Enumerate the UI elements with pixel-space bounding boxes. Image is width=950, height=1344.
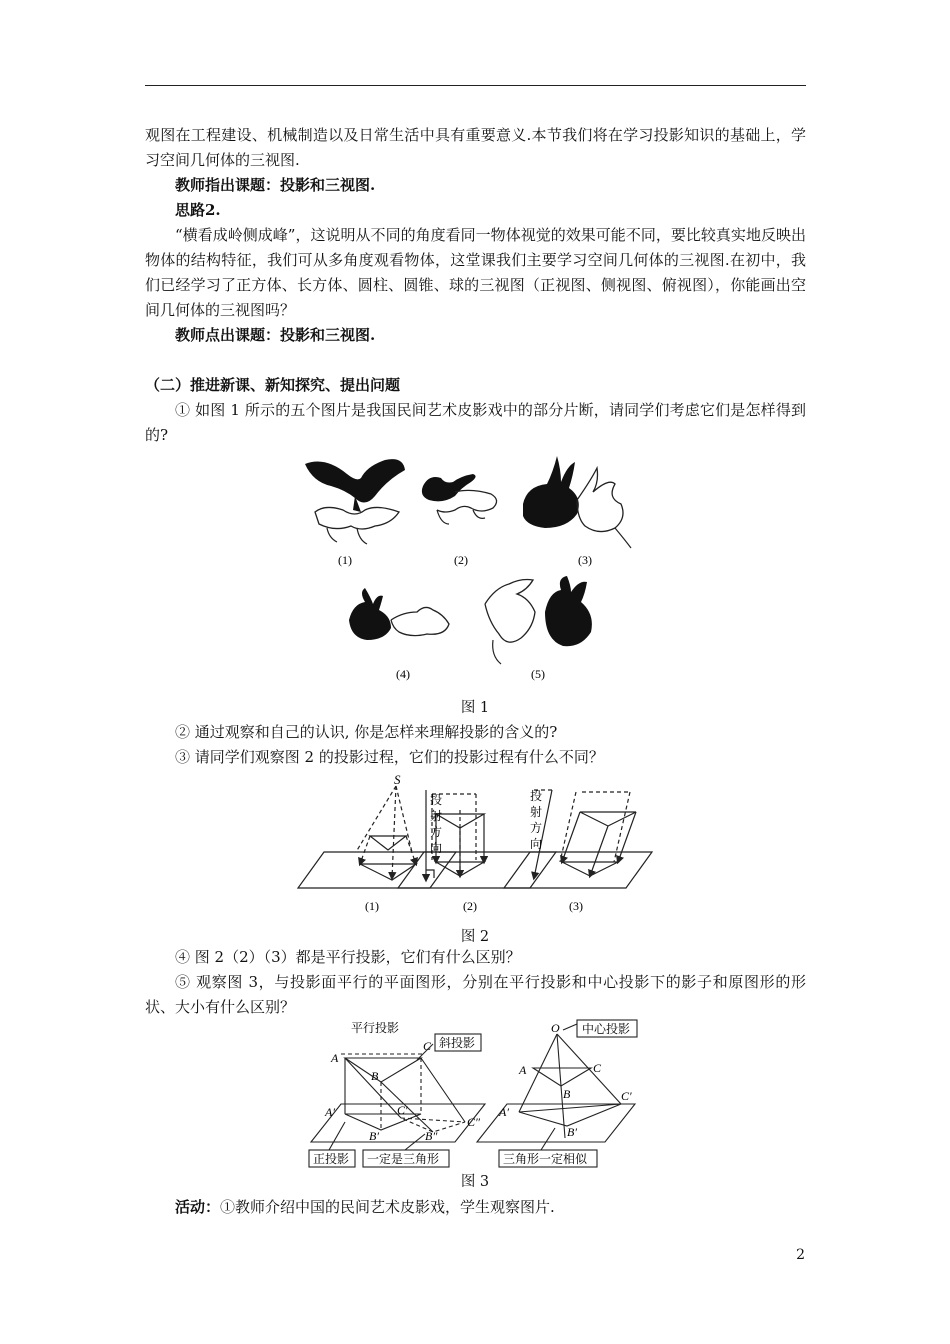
paragraph-approach-2: “横看成岭侧成峰”，这说明从不同的角度看同一物体视觉的效果可能不同，要比较真实地反映出物体的结构特征，我们可从多角度观看物体，这堂课我们主要学习空间几何体的三视图.在初中，我们已经学习了正方体、长方体、圆柱、圆锥、球的三视图（正视图、侧视图、俯视图），你能画出空间几何体的三视图吗？ — [145, 226, 806, 319]
fig1-label-5: (5) — [531, 667, 545, 681]
text-block-activity — [145, 1195, 806, 1220]
shadow-hands-rabbit-image — [485, 576, 592, 664]
shadow-duck-image — [422, 474, 497, 524]
activity-text: ①教师介绍中国的民间艺术皮影戏，学生观察图片. — [220, 1198, 555, 1216]
point-B-central: B — [563, 1087, 571, 1101]
shadow-bird-image — [305, 459, 405, 544]
paragraph-intro: 观图在工程建设、机械制造以及日常生活中具有重要意义.本节我们将在学习投影知识的基础上，学习空间几何体的三视图. — [145, 126, 806, 169]
point-C: C — [423, 1039, 432, 1053]
fig1-label-4: (4) — [396, 667, 410, 681]
teacher-title-line: 教师指出课题：投影和三视图. — [175, 176, 376, 194]
point-B1-central: B′ — [567, 1125, 577, 1139]
projection-plane-2 — [398, 852, 556, 888]
point-B: B — [371, 1069, 379, 1083]
fig2-point-s: S — [394, 772, 401, 787]
figure-2-projection-process — [290, 770, 660, 918]
section-2-title: （二）推进新课、新知探究、提出问题 — [145, 376, 401, 394]
shadow-small-rabbit-image — [349, 588, 449, 640]
triangles-similar-label: 三角形一定相似 — [503, 1152, 588, 1166]
text-block-questions-4-5 — [145, 945, 806, 1020]
text-block-top — [145, 123, 806, 348]
point-C1-central: C′ — [621, 1089, 632, 1103]
fig2-label-3: (3) — [569, 899, 583, 913]
point-A: A — [331, 1051, 339, 1065]
always-triangle-label: 一定是三角形 — [367, 1152, 440, 1166]
point-C2: C″ — [467, 1115, 481, 1129]
teacher-title-line-2: 教师点出课题：投影和三视图. — [175, 326, 376, 344]
activity-line — [145, 1195, 806, 1220]
figure-3-caption: 图 3 — [460, 1174, 490, 1190]
point-A1-central: A′ — [499, 1105, 509, 1119]
direction-label-2 — [530, 788, 542, 851]
figure-3-parallel-central — [305, 1018, 650, 1170]
question-2: ② 通过观察和自己的认识, 你是怎样来理解投影的含义的? — [175, 723, 558, 741]
point-C1: C′ — [397, 1103, 408, 1117]
question-4: ④ 图 2（2）（3）都是平行投影，它们有什么区别？ — [175, 948, 521, 966]
svg-text:投: 投 — [430, 793, 443, 807]
oblique-projection-drawing — [534, 790, 636, 878]
point-B2: B″ — [425, 1129, 438, 1143]
svg-text:射: 射 — [430, 809, 443, 823]
page-number: 2 — [796, 1247, 805, 1263]
svg-text:向: 向 — [530, 837, 543, 851]
figure-1-shadow-puppets — [295, 452, 655, 692]
text-block-section2 — [145, 373, 806, 448]
activity-label: 活动： — [175, 1198, 221, 1216]
fig1-label-3: (3) — [578, 553, 592, 567]
fig1-label-2: (2) — [454, 553, 468, 567]
figure-2-caption: 图 2 — [460, 929, 490, 945]
question-3: ③ 请同学们观察图 2 的投影过程，它们的投影过程有什么不同？ — [175, 748, 604, 766]
oblique-projection-label: 斜投影 — [439, 1036, 476, 1050]
figure-1-caption: 图 1 — [460, 700, 490, 716]
question-1: ① 如图 1 所示的五个图片是我国民间艺术皮影戏中的部分片断，请同学们考虑它们是怎样得到的? — [145, 401, 806, 444]
central-projection-label: 中心投影 — [582, 1022, 631, 1036]
parallel-projection-title: 平行投影 — [351, 1021, 400, 1035]
approach-2-label: 思路2. — [175, 201, 221, 219]
fig2-label-2: (2) — [463, 899, 477, 913]
svg-text:投: 投 — [530, 789, 543, 803]
svg-text:射: 射 — [530, 805, 543, 819]
point-O: O — [551, 1021, 560, 1035]
svg-text:向: 向 — [430, 841, 443, 855]
svg-text:方: 方 — [530, 821, 543, 835]
point-C-central: C — [593, 1061, 602, 1075]
orthographic-projection-label: 正投影 — [313, 1152, 350, 1166]
point-A-central: A — [519, 1063, 527, 1077]
shadow-rabbit-image — [523, 456, 631, 548]
point-B1: B′ — [369, 1129, 379, 1143]
text-block-questions-2-3 — [145, 720, 806, 770]
question-5: ⑤ 观察图 3，与投影面平行的平面图形，分别在平行投影和中心投影下的影子和原图形的形状、大小有什么区别？ — [145, 973, 806, 1016]
header-rule — [145, 85, 806, 86]
svg-text:方: 方 — [430, 825, 443, 839]
fig2-label-1: (1) — [365, 899, 379, 913]
point-A1: A′ — [325, 1105, 335, 1119]
fig1-label-1: (1) — [338, 553, 352, 567]
central-projection-drawing — [356, 786, 416, 880]
